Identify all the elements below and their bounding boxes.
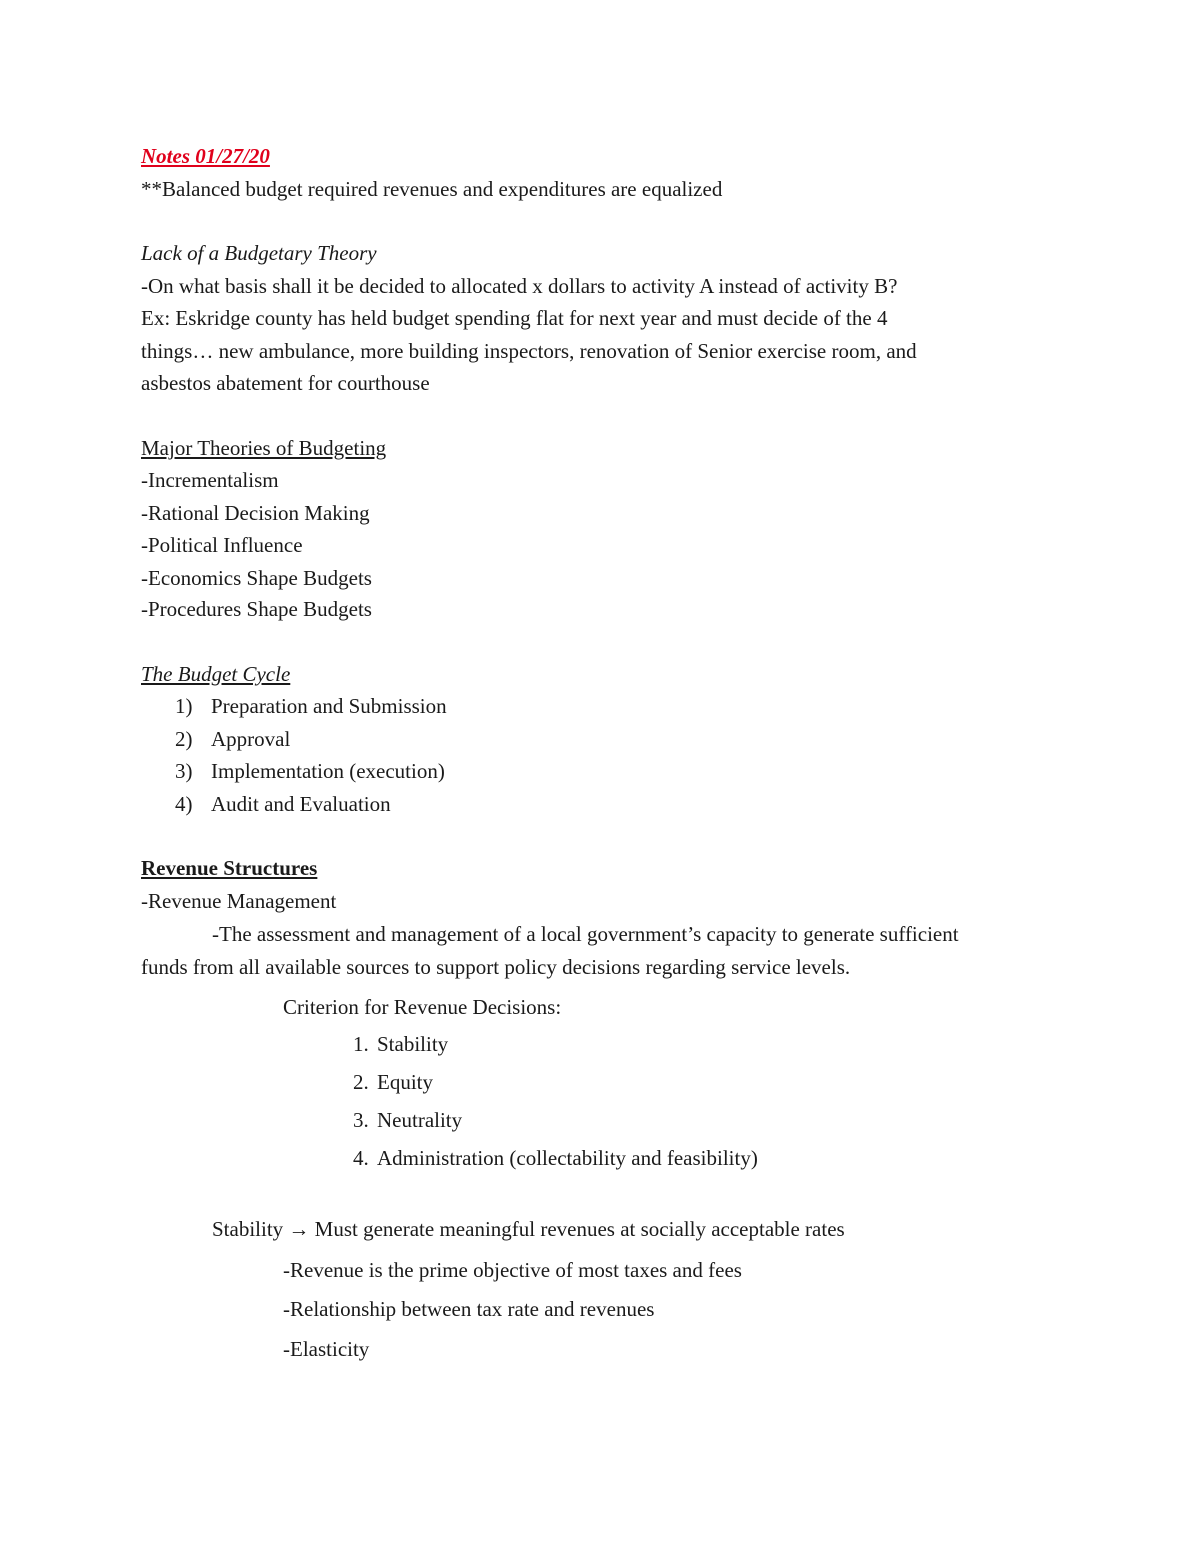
balanced-budget-note: **Balanced budget required revenues and expenditures are equalized <box>141 177 723 201</box>
budget-cycle-item <box>175 696 447 717</box>
list-number: 2) <box>175 727 193 751</box>
criterion-item <box>353 1034 448 1055</box>
stability-point: -Revenue is the prime objective of most taxes and fees <box>283 1258 742 1282</box>
theory-item: -Economics Shape Budgets <box>141 566 372 590</box>
theory-item: -Procedures Shape Budgets <box>141 597 372 621</box>
list-text: Preparation and Submission <box>211 694 447 718</box>
list-text: Equity <box>377 1070 433 1094</box>
budget-cycle-item <box>175 794 391 815</box>
criterion-item <box>353 1148 758 1169</box>
revenue-structures-heading: Revenue Structures <box>141 856 318 880</box>
list-text: Stability <box>377 1032 449 1056</box>
example-line: Ex: Eskridge county has held budget spending flat for next year and must decide of the 4 <box>141 306 888 330</box>
list-number: 4) <box>175 792 193 816</box>
stability-point: -Relationship between tax rate and revenues <box>283 1297 655 1321</box>
example-line: asbestos abatement for courthouse <box>141 371 430 395</box>
list-text: Approval <box>211 727 291 751</box>
budget-cycle-item <box>175 729 290 750</box>
list-text: Audit and Evaluation <box>211 792 391 816</box>
criterion-heading: Criterion for Revenue Decisions: <box>283 995 562 1019</box>
list-text: Implementation (execution) <box>211 759 445 783</box>
major-theories-heading: Major Theories of Budgeting <box>141 436 387 460</box>
list-number: 1. <box>353 1032 369 1056</box>
theory-item: -Political Influence <box>141 533 303 557</box>
budget-cycle-heading: The Budget Cycle <box>141 662 291 686</box>
lack-of-theory-heading: Lack of a Budgetary Theory <box>141 241 377 265</box>
theory-item: -Incrementalism <box>141 468 279 492</box>
revenue-management-item: -Revenue Management <box>141 889 337 913</box>
stability-line: Stability → Must generate meaningful revenues at socially acceptable rates <box>212 1217 845 1241</box>
budget-cycle-item <box>175 761 445 782</box>
notes-title: Notes 01/27/20 <box>141 144 270 168</box>
criterion-item <box>353 1072 433 1093</box>
list-number: 3. <box>353 1108 369 1132</box>
revenue-definition-line: -The assessment and management of a local government’s capacity to generate sufficient <box>212 922 959 946</box>
list-number: 1) <box>175 694 193 718</box>
list-number: 2. <box>353 1070 369 1094</box>
criterion-item <box>353 1110 462 1131</box>
list-text: Administration (collectability and feasibility) <box>377 1146 758 1170</box>
stability-point: -Elasticity <box>283 1337 370 1361</box>
example-line: things… new ambulance, more building inspectors, renovation of Senior exercise room, and <box>141 339 917 363</box>
list-number: 3) <box>175 759 193 783</box>
revenue-definition-line: funds from all available sources to support policy decisions regarding service levels. <box>141 955 851 979</box>
list-text: Neutrality <box>377 1108 463 1132</box>
theory-item: -Rational Decision Making <box>141 501 370 525</box>
lack-of-theory-question: -On what basis shall it be decided to allocated x dollars to activity A instead of activity B? <box>141 274 898 298</box>
list-number: 4. <box>353 1146 369 1170</box>
